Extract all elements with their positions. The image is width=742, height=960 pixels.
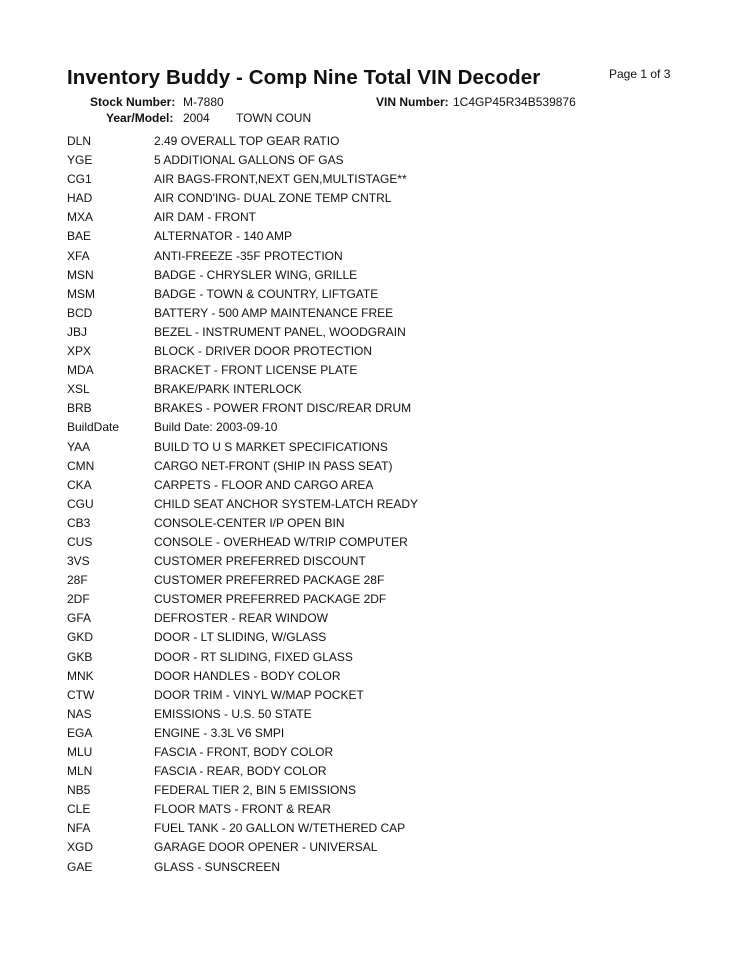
option-code: GKD [67,630,94,645]
option-row [0,780,742,799]
option-row [0,475,742,494]
option-row [0,570,742,589]
option-code: YAA [67,439,91,454]
option-description: CARPETS - FLOOR AND CARGO AREA [154,477,374,492]
option-row [0,532,742,551]
option-description: ENGINE - 3.3L V6 SMPI [154,725,285,740]
option-code: MXA [67,210,94,225]
option-code: MNK [67,668,94,683]
option-row [0,761,742,780]
option-row [0,857,742,876]
option-code: BRB [67,401,92,416]
option-row [0,647,742,666]
option-code: MLU [67,745,93,759]
option-code: BCD [67,305,93,320]
option-code: JBJ [67,324,88,339]
option-code: DLN [67,134,92,148]
option-row [0,551,742,570]
option-row [0,322,742,341]
option-description: BADGE - CHRYSLER WING, GRILLE [154,267,358,282]
year-value: 2004 [183,111,210,125]
option-row [0,150,742,169]
option-description: GLASS - SUNSCREEN [154,859,281,874]
model-value: TOWN COUN [236,111,312,125]
option-row [0,456,742,475]
option-description: DEFROSTER - REAR WINDOW [154,611,328,626]
option-description: Build Date: 2003-09-10 [154,420,278,435]
option-code: GFA [67,611,92,626]
option-code: BuildDate [67,420,120,435]
option-code: CLE [67,802,91,817]
option-code: XPX [67,344,92,359]
option-description: DOOR HANDLES - BODY COLOR [154,668,341,683]
option-row [0,494,742,513]
option-description: FASCIA - REAR, BODY COLOR [154,764,327,779]
option-row [0,284,742,303]
option-description: CONSOLE-CENTER I/P OPEN BIN [154,515,345,530]
page-indicator: Page 1 of 3 [609,67,671,81]
option-code: 28F [67,573,88,588]
option-row [0,341,742,360]
option-description: DOOR - LT SLIDING, W/GLASS [154,630,327,645]
option-description: FLOOR MATS - FRONT & REAR [154,802,331,817]
option-row [0,666,742,685]
option-code: GKB [67,649,93,664]
option-description: AIR COND'ING- DUAL ZONE TEMP CNTRL [154,191,392,206]
option-row [0,685,742,704]
option-row [0,398,742,417]
option-description: BRAKES - POWER FRONT DISC/REAR DRUM [154,401,412,416]
option-code: NAS [67,706,92,721]
option-row [0,437,742,456]
option-description: FEDERAL TIER 2, BIN 5 EMISSIONS [154,783,357,798]
option-description: DOOR - RT SLIDING, FIXED GLASS [154,649,353,664]
option-row [0,608,742,627]
option-code: XFA [67,248,90,263]
option-description: 2.49 OVERALL TOP GEAR RATIO [154,134,340,148]
option-description: BRAKE/PARK INTERLOCK [154,382,302,397]
option-row [0,379,742,398]
option-row [0,704,742,723]
option-description: BLOCK - DRIVER DOOR PROTECTION [154,344,373,359]
option-row [0,818,742,837]
option-description: AIR DAM - FRONT [154,210,256,225]
option-row [0,837,742,856]
option-description: AIR BAGS-FRONT,NEXT GEN,MULTISTAGE** [154,172,407,187]
option-code: GAE [67,859,93,874]
option-description: DOOR TRIM - VINYL W/MAP POCKET [154,687,364,702]
option-description: FUEL TANK - 20 GALLON W/TETHERED CAP [154,821,406,836]
option-code: EGA [67,725,93,740]
option-row [0,513,742,532]
option-code: HAD [67,191,93,206]
option-row [0,303,742,322]
option-code: XSL [67,382,90,397]
option-description: 5 ADDITIONAL GALLONS OF GAS [154,153,344,168]
option-row [0,188,742,207]
option-row [0,723,742,742]
option-row [0,131,742,150]
option-code: MLN [67,764,93,779]
option-description: CUSTOMER PREFERRED DISCOUNT [154,554,366,569]
option-description: BUILD TO U S MARKET SPECIFICATIONS [154,439,388,454]
option-row [0,417,742,436]
option-code: CUS [67,534,93,549]
option-description: CARGO NET-FRONT (SHIP IN PASS SEAT) [154,458,393,473]
option-description: BADGE - TOWN & COUNTRY, LIFTGATE [154,286,379,301]
option-code: MSN [67,267,94,282]
option-code: XGD [67,840,94,855]
option-description: CUSTOMER PREFERRED PACKAGE 2DF [154,592,387,607]
stock-number-value: M-7880 [183,95,224,109]
vin-number-value: 1C4GP45R34B539876 [453,95,576,109]
option-description: BEZEL - INSTRUMENT PANEL, WOODGRAIN [154,324,406,339]
option-row [0,360,742,379]
option-description: GARAGE DOOR OPENER - UNIVERSAL [154,840,378,855]
option-row [0,799,742,818]
page-title: Inventory Buddy - Comp Nine Total VIN Decoder [67,66,541,89]
option-code: CGU [67,496,94,511]
option-code: CKA [67,477,92,492]
option-description: CHILD SEAT ANCHOR SYSTEM-LATCH READY [154,496,419,511]
option-description: EMISSIONS - U.S. 50 STATE [154,706,312,721]
option-row [0,627,742,646]
option-code: CB3 [67,515,91,530]
option-row [0,169,742,188]
option-code: CG1 [67,172,92,187]
option-description: ANTI-FREEZE -35F PROTECTION [154,248,343,263]
option-list [0,131,742,876]
option-row [0,226,742,245]
option-description: BATTERY - 500 AMP MAINTENANCE FREE [154,305,394,320]
option-row [0,207,742,226]
option-code: MDA [67,363,94,378]
option-row [0,589,742,608]
option-row [0,246,742,265]
option-description: FASCIA - FRONT, BODY COLOR [154,745,334,759]
option-code: 2DF [67,592,90,607]
option-code: NFA [67,821,91,836]
option-description: ALTERNATOR - 140 AMP [154,229,293,244]
year-model-label: Year/Model: [106,111,174,125]
option-row [0,742,742,761]
option-code: 3VS [67,554,90,569]
option-code: BAE [67,229,92,244]
option-description: BRACKET - FRONT LICENSE PLATE [154,363,358,378]
option-code: NB5 [67,783,91,798]
option-code: CMN [67,458,95,473]
option-row [0,265,742,284]
option-code: MSM [67,286,95,301]
vin-number-label: VIN Number: [376,95,449,109]
option-description: CONSOLE - OVERHEAD W/TRIP COMPUTER [154,534,408,549]
stock-number-label: Stock Number: [90,95,176,109]
option-code: YGE [67,153,93,168]
option-description: CUSTOMER PREFERRED PACKAGE 28F [154,573,385,588]
option-code: CTW [67,687,95,702]
